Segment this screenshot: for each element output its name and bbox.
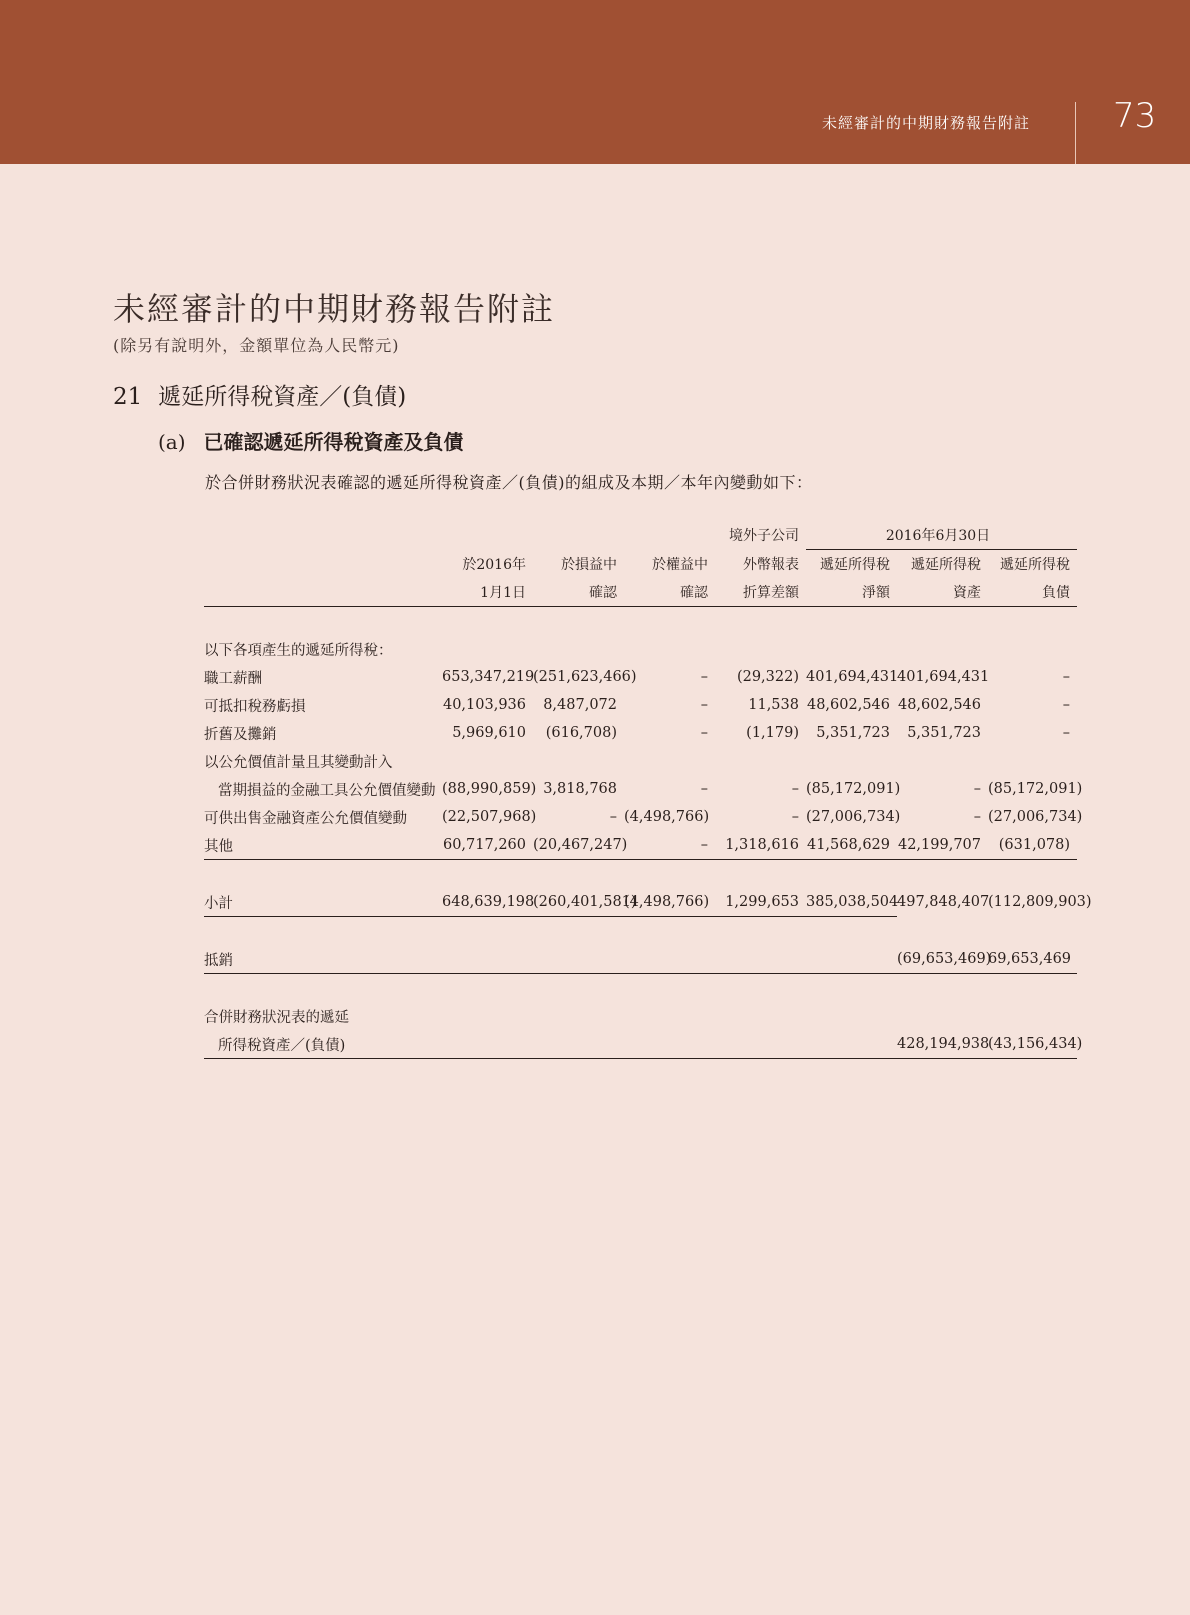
cell: – xyxy=(624,831,715,860)
cell: – xyxy=(973,781,981,797)
cell: 1,318,616 xyxy=(715,831,806,860)
column-header: 境外子公司 xyxy=(729,528,799,545)
cell: – xyxy=(791,809,799,825)
intro-text: 於合併財務狀況表確認的遞延所得稅資產／(負債)的組成及本期／本年內變動如下： xyxy=(205,473,813,492)
cell: (27,006,734) xyxy=(806,809,901,825)
cell: (85,172,091) xyxy=(988,781,1083,797)
cell: – xyxy=(1062,697,1071,713)
total-row xyxy=(204,1030,1077,1059)
cell: (631,078) xyxy=(988,831,1077,860)
cell: 653,347,219 xyxy=(442,669,535,685)
column-header: 確認 xyxy=(533,578,624,607)
cell: 8,487,072 xyxy=(543,697,617,713)
cell xyxy=(624,945,715,974)
cell xyxy=(442,1030,533,1059)
column-header: 外幣報表 xyxy=(743,556,799,573)
cell: (4,498,766) xyxy=(624,888,715,917)
table-section-label: 以下各項產生的遞延所得稅： xyxy=(204,642,393,659)
cell: (69,653,469) xyxy=(897,945,988,974)
cell: (616,708) xyxy=(545,725,617,741)
cell: – xyxy=(700,725,708,741)
row-label: 當期損益的金融工具公允價值變動 xyxy=(218,782,436,799)
cell xyxy=(806,1030,897,1059)
column-header: 於損益中 xyxy=(561,556,617,573)
page-title: 未經審計的中期財務報告附註 xyxy=(113,290,556,328)
row-label: 合併財務狀況表的遞延 xyxy=(204,1009,349,1026)
header-row-3 xyxy=(204,578,1077,607)
cell xyxy=(442,945,533,974)
cell: 3,818,768 xyxy=(543,781,617,797)
page-header-banner xyxy=(0,0,1190,164)
table-row xyxy=(204,747,1077,775)
page-subtitle: (除另有說明外，金額單位為人民幣元) xyxy=(113,336,400,355)
section-heading xyxy=(113,378,406,411)
cell: – xyxy=(700,669,708,685)
page-number: 73 xyxy=(1113,96,1157,136)
column-header: 遞延所得稅 xyxy=(1000,557,1071,573)
cell xyxy=(715,945,806,974)
cell: (4,498,766) xyxy=(624,809,710,825)
cell: 385,038,504 xyxy=(806,888,897,917)
cell: (112,809,903) xyxy=(988,894,1092,911)
row-label: 所得稅資產／(負債) xyxy=(204,1030,442,1059)
table-row xyxy=(204,719,1077,747)
cell: 401,694,431 xyxy=(806,669,899,685)
table-row xyxy=(204,775,1077,803)
table-row xyxy=(204,831,1077,860)
cell: 401,694,431 xyxy=(897,669,990,685)
header-row-2 xyxy=(204,550,1077,579)
cell: (27,006,734) xyxy=(988,809,1083,825)
cell xyxy=(624,1030,715,1059)
cell: – xyxy=(700,697,708,713)
cell: 5,351,723 xyxy=(907,725,981,741)
cell: 42,199,707 xyxy=(897,831,988,860)
section-title: 遞延所得稅資產／(負債) xyxy=(158,384,407,410)
cell: – xyxy=(973,809,981,825)
row-label: 折舊及攤銷 xyxy=(204,726,277,743)
cell: (85,172,091) xyxy=(806,781,901,797)
row-label: 其他 xyxy=(204,831,442,860)
table-section-label-row xyxy=(204,635,1077,663)
total-label-row xyxy=(204,1002,1077,1030)
row-label: 抵銷 xyxy=(204,945,442,974)
cell: – xyxy=(1062,669,1071,685)
cell xyxy=(715,1030,806,1059)
cell: 5,969,610 xyxy=(452,725,526,741)
table-row xyxy=(204,691,1077,719)
row-label: 小計 xyxy=(204,888,442,917)
cell: (29,322) xyxy=(736,669,799,685)
cell: – xyxy=(791,781,799,797)
deferred-tax-table xyxy=(204,521,1092,1059)
column-header: 淨額 xyxy=(806,578,897,607)
row-label: 職工薪酬 xyxy=(204,670,262,687)
column-header: 於權益中 xyxy=(652,556,708,573)
cell: 11,538 xyxy=(748,697,799,713)
cell: 428,194,938 xyxy=(897,1030,988,1059)
cell: (43,156,434) xyxy=(988,1030,1077,1059)
cell: – xyxy=(700,781,708,797)
column-header: 折算差額 xyxy=(715,578,806,607)
cell: 41,568,629 xyxy=(806,831,897,860)
cell: 1,299,653 xyxy=(715,888,806,917)
offset-row xyxy=(204,945,1077,974)
column-header: 確認 xyxy=(624,578,715,607)
cell: 60,717,260 xyxy=(442,831,533,860)
group-header: 2016年6月30日 xyxy=(806,521,1077,550)
cell: (251,623,466) xyxy=(533,669,637,685)
cell: (20,467,247) xyxy=(533,831,624,860)
section-number: 21 xyxy=(113,384,143,410)
column-header: 資產 xyxy=(897,578,988,607)
column-header: 遞延所得稅 xyxy=(820,557,890,573)
cell: – xyxy=(609,809,617,825)
cell xyxy=(533,1030,624,1059)
table-row xyxy=(204,663,1077,691)
cell: 48,602,546 xyxy=(897,697,981,713)
header-divider xyxy=(1075,102,1076,164)
column-header: 負債 xyxy=(988,578,1077,607)
subsection-label: (a) xyxy=(158,430,186,454)
row-label: 以公允價值計量且其變動計入 xyxy=(204,754,393,771)
running-title: 未經審計的中期財務報告附註 xyxy=(821,114,1030,132)
subtotal-row xyxy=(204,888,1077,917)
cell: 48,602,546 xyxy=(806,697,890,713)
column-header: 於2016年 xyxy=(462,556,526,573)
cell: (260,401,581) xyxy=(533,888,624,917)
column-header: 1月1日 xyxy=(442,578,533,607)
cell: (88,990,859) xyxy=(442,781,537,797)
subsection-heading xyxy=(158,426,464,455)
row-label: 可供出售金融資產公允價值變動 xyxy=(204,810,407,827)
cell: 497,848,407 xyxy=(897,894,990,911)
table-row xyxy=(204,803,1077,831)
row-label: 可抵扣稅務虧損 xyxy=(204,698,306,715)
cell: 40,103,936 xyxy=(442,697,526,713)
cell: 69,653,469 xyxy=(988,945,1077,974)
cell: (1,179) xyxy=(746,725,799,741)
cell xyxy=(806,945,897,974)
column-header: 遞延所得稅 xyxy=(911,557,981,573)
cell: (22,507,968) xyxy=(442,809,537,825)
cell: 5,351,723 xyxy=(816,725,890,741)
subsection-title: 已確認遞延所得稅資產及負債 xyxy=(203,430,464,454)
cell: – xyxy=(1062,725,1071,741)
cell xyxy=(533,945,624,974)
header-row-1 xyxy=(204,521,1077,550)
cell: 648,639,198 xyxy=(442,888,533,917)
